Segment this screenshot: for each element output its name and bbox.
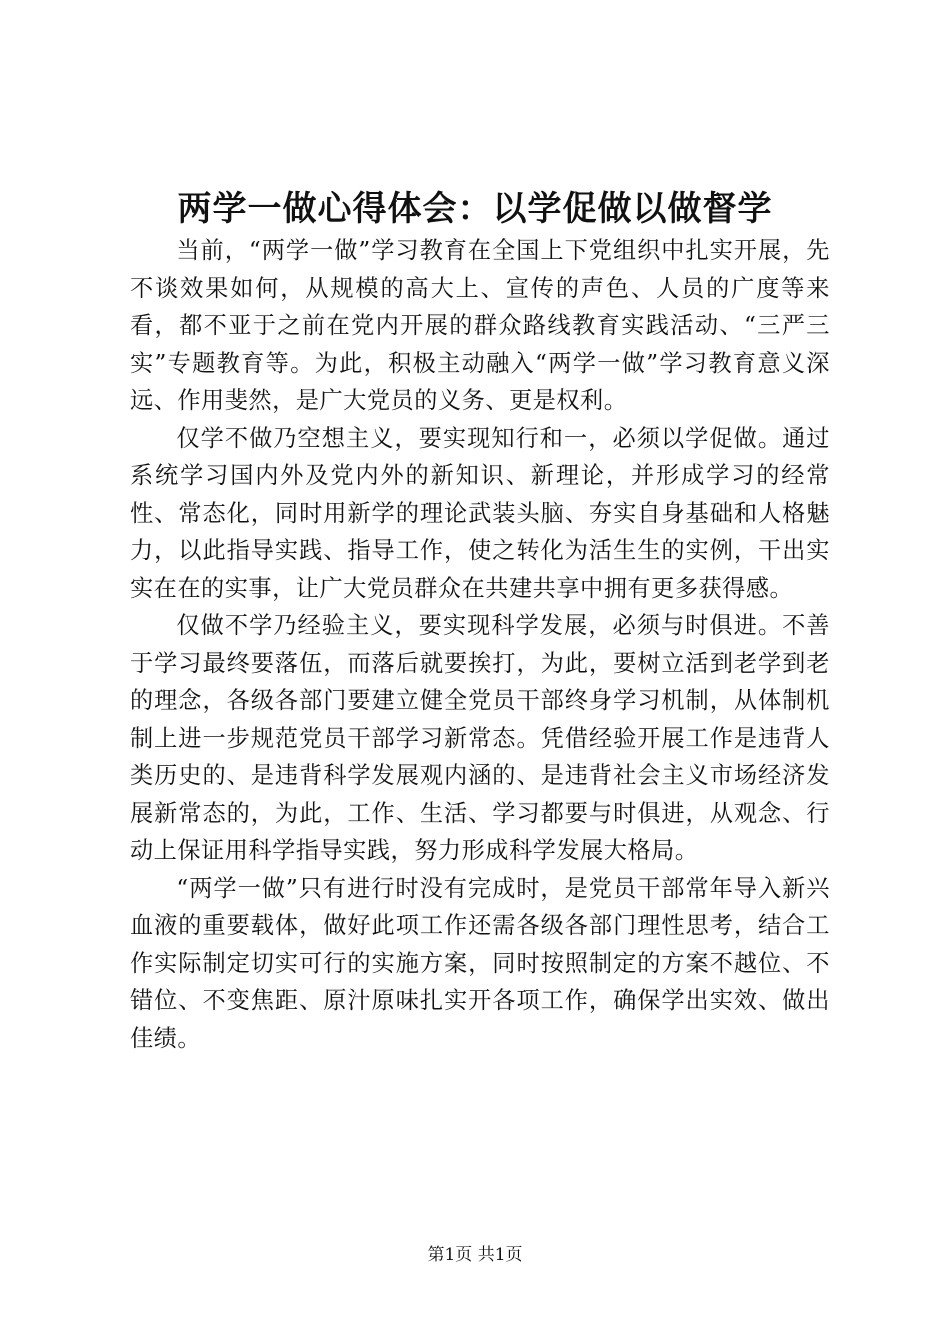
paragraph-4: “两学一做”只有进行时没有完成时，是党员干部常年导入新兴血液的重要载体，做好此项工作还需各级各部门理性思考，结合工作实际制定切实可行的实施方案，同时按照制定的方案不越位、不错位、不变焦距、原汁原味扎实开各项工作，确保学出实效、做出佳绩。 [130,874,830,1052]
page-number-footer: 第1页 共1页 [427,1245,523,1265]
document-title: 两学一做心得体会：以学促做以做督学 [177,189,773,229]
paragraph-1: 当前，“两学一做”学习教育在全国上下党组织中扎实开展，先不谈效果如何，从规模的高大上、宣传的声色、人员的广度等来看，都不亚于之前在党内开展的群众路线教育实践活动、“三严三实”专题教育等。为此，积极主动融入“两学一做”学习教育意义深远、作用斐然，是广大党员的义务、更是权利。 [130,237,830,414]
paragraph-3: 仅做不学乃经验主义，要实现科学发展，必须与时俱进。不善于学习最终要落伍，而落后就要挨打，为此，要树立活到老学到老的理念，各级各部门要建立健全党员干部终身学习机制，从体制机制上进一步规范党员干部学习新常态。凭借经验开展工作是违背人类历史的、是违背科学发展观内涵的、是违背社会主义市场经济发展新常态的，为此，工作、生活、学习都要与时俱进，从观念、行动上保证用科学指导实践，努力形成科学发展大格局。 [130,612,830,864]
paragraph-2: 仅学不做乃空想主义，要实现知行和一，必须以学促做。通过系统学习国内外及党内外的新知识、新理论，并形成学习的经常性、常态化，同时用新学的理论武装头脑、夯实自身基础和人格魅力，以此指导实践、指导工作，使之转化为活生生的实例，干出实实在在的实事，让广大党员群众在共建共享中拥有更多获得感。 [130,424,830,602]
document-body [130,232,830,1057]
